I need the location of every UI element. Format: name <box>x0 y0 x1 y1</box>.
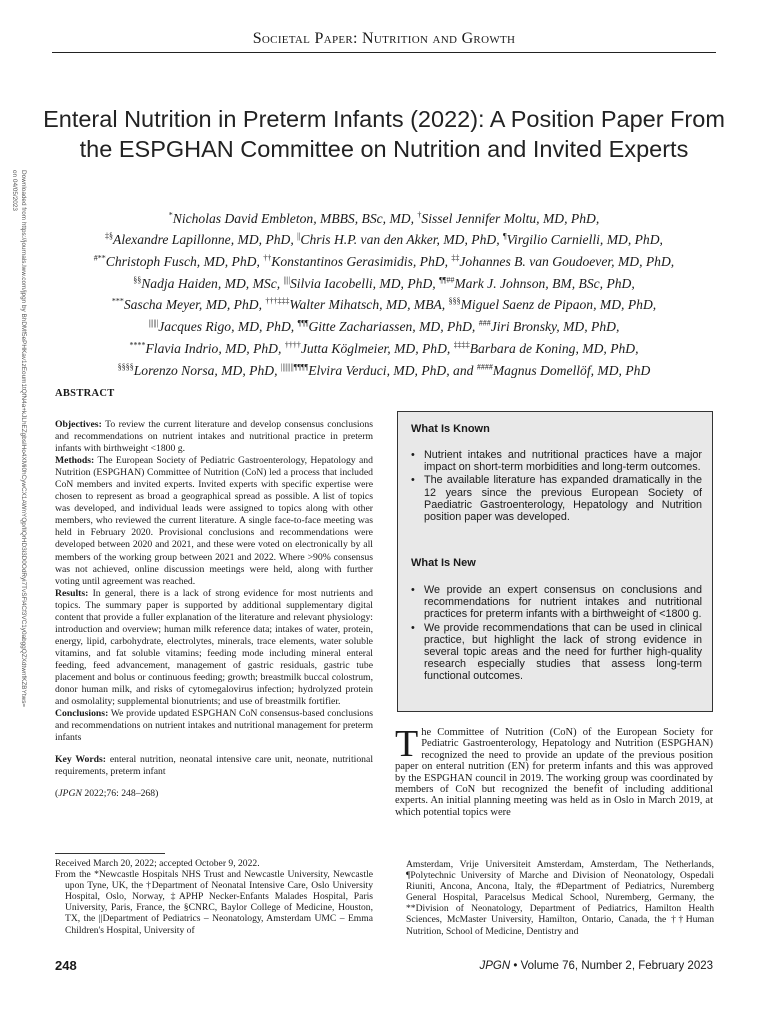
author: ***Sascha Meyer, MD, PhD, <box>111 296 266 313</box>
author: #**Christoph Fusch, MD, PhD, <box>93 253 264 269</box>
key-points-box <box>397 411 713 712</box>
what-is-new-list <box>410 584 702 684</box>
author: ††Konstantinos Gerasimidis, PhD, <box>263 253 452 269</box>
author: ¶¶¶Gitte Zachariassen, MD, PhD, <box>297 318 479 335</box>
author: *Nicholas David Embleton, MBBS, BSc, MD, <box>168 210 418 226</box>
author: §§Nadja Haiden, MD, MSc, <box>133 275 284 291</box>
footnotes-right: Amsterdam, Vrije Universiteit Amsterdam, Amsterdam, The Netherlands, ¶Polytechnic University of Marche and Division of Neonatology, Ospedali Riuniti, Ancona, Ancona, Italy, the #Department of Pediatrics, Nuremberg General Hospital, Paracelsus Medical School, Nuremberg, Germany, the **Division of Neonatology, Department of Pediatrics, Hamilton Health Sciences, McMaster University, Hamilton, Ontario, Canada, the ††Human Nutrition, School of Medicine, Dentistry and <box>406 859 714 937</box>
intro-paragraph: he Committee of Nutrition (CoN) of the European Society for Pediatric Gastroenterology, Hepatology and Nutrition (ESPGHAN) recognized the need to provide an update of the previous position paper on enteral nutrition (EN) for preterm infants and this was approved by the ESPGHAN council in 2019. The working group was coordinated by members of CoN but recognized the benefit of including additional experts. An initial planning meeting was held as in Oslo in March 2019, at which potential topics were <box>395 727 713 818</box>
section-label: Societal Paper: Nutrition and Growth <box>252 30 516 47</box>
abstract-body <box>55 419 373 800</box>
citation: (JPGN 2022;76: 248–268) <box>55 788 159 800</box>
author: ‡‡Johannes B. van Goudoever, MD, PhD, <box>451 253 675 269</box>
what-is-known-heading: What Is Known <box>411 423 490 435</box>
abstract-heading: ABSTRACT <box>55 388 115 399</box>
author: §§§§Lorenzo Norsa, MD, PhD, <box>117 362 281 378</box>
header-rule <box>52 52 716 53</box>
abstract-conclusions: Conclusions: We provide updated ESPGHAN CoN consensus-based conclusions and recommendations on nutrient intakes and nutritional management for preterm infants <box>55 708 373 744</box>
list-item: • We provide recommendations that can be used in clinical practice, but highlight the lack of strong evidence in several topic areas and the need for further high-quality research especially studies that assess long-term functional outcomes. <box>410 622 702 683</box>
author: ‡§Alexandre Lapillonne, MD, PhD, <box>105 231 298 248</box>
author: ****Flavia Indrio, MD, PhD, <box>129 340 285 356</box>
author: ||||||||¶¶¶¶Elvira Verduci, MD, PhD, and <box>280 362 477 378</box>
abstract-results: Results: In general, there is a lack of strong evidence for most nutrients and topics. The summary paper is supported by additional supplementary digital content that provide a fuller explanation of the literature and relevant physiology: introduction and overview; human milk reference data; intakes of water, protein, energy, lipid, carbohydrate, electrolytes, minerals, trace elements, water soluble vitamins, and fat soluble vitamins; feeding mode including mineral enteral feeding, feed advancement, management of gastric residuals, gastric tube placement and bolus or continuous feeding; growth; breastmilk buccal colostrum, donor human milk, and risks of cytomegalovirus infection; hydrolyzed protein and osmolality; supplemental bionutrients; and use of breastmilk fortifier. <box>55 587 373 708</box>
page-number: 248 <box>55 958 77 973</box>
footnotes-left <box>55 858 373 936</box>
received-dates: Received March 20, 2022; accepted October 9, 2022. <box>55 858 260 869</box>
author: ‡‡‡‡Barbara de Koning, MD, PhD, <box>453 340 639 356</box>
author: †††‡‡‡Walter Mihatsch, MD, MBA, <box>265 296 449 313</box>
list-item: • The available literature has expanded dramatically in the 12 years since the previous European Society of Paediatric Gastroenterology, Hepatology and Nutrition position paper was developed. <box>410 474 702 523</box>
author: ||||||Jacques Rigo, MD, PhD, <box>148 318 298 335</box>
author: §§§Miguel Saenz de Pipaon, MD, PhD, <box>448 296 657 313</box>
abstract-methods: Methods: The European Society of Pediatric Gastroenterology, Hepatology and Nutrition (ESPGHAN) Committee of Nutrition (CoN) led a process that included CoN members and invited experts. Invited experts with specific expertise were chosen to represent as broad a geographical spread as possible. A list of topics was developed, and individual leads were assigned to topics along with other members, who reviewed the current literature. A single face-to-face meeting was held in February 2020. Provisional conclusions and recommendations were developed between 2020 and 2021, and these were voted on electronically by all members of the working group between 2021 and 2022. Where >90% consensus was not achieved, online discussion meetings were held, along with further voting until agreement was reached. <box>55 455 373 587</box>
abstract-objectives: Objectives: To review the current literature and develop consensus conclusions and recommendations on nutrient intakes and nutritional practice in preterm infants with birthweight <1800 g. <box>55 419 373 455</box>
footnote-rule <box>55 853 165 854</box>
journal-footer: JPGN • Volume 76, Number 2, February 2023 <box>479 960 713 972</box>
key-words: Key Words: enteral nutrition, neonatal intensive care unit, neonate, nutritional requirements, preterm infant <box>55 754 374 778</box>
author: ||Chris H.P. van den Akker, MD, PhD, <box>297 231 503 248</box>
author: ††††Jutta Köglmeier, MD, PhD, <box>284 340 454 356</box>
what-is-known-list <box>410 449 702 524</box>
list-item: • We provide an expert consensus on conclusions and recommendations for nutrient intakes and nutritional practices for preterm infants with a birthweight of <1800 g. <box>410 584 702 621</box>
affiliations: From the *Newcastle Hospitals NHS Trust and Newcastle University, Newcastle upon Tyne, UK, the †Department of Neonatal Intensive Care, Oslo University Hospital, Oslo, Norway, ‡APHP Necker-Enfants Malades Hospital, Paris University, Paris, France, the §CNRC, Baylor College of Medicine, Houston, TX, the ||Department of Pediatrics – Neonatology, Amsterdam UMC – Emma Children's Hospital, University of <box>55 869 373 936</box>
article-title: Enteral Nutrition in Preterm Infants (2022): A Position Paper From the ESPGHAN Committee on Nutrition and Invited Experts <box>43 106 725 162</box>
author: ||||Silvia Iacobelli, MD, PhD, <box>283 275 440 291</box>
author: †Sissel Jennifer Moltu, MD, PhD, <box>417 210 600 226</box>
list-item: • Nutrient intakes and nutritional practices have a major impact on short-term morbidities and long-term outcomes. <box>410 449 702 473</box>
author: ¶¶##Mark J. Johnson, BM, BSc, PhD, <box>439 275 635 291</box>
author: ¶Virgilio Carnielli, MD, PhD, <box>503 231 663 248</box>
author: ####Magnus Domellöf, MD, PhD <box>476 362 651 378</box>
body-text <box>395 723 713 818</box>
author-list <box>52 206 716 380</box>
drop-cap: T <box>395 723 419 765</box>
download-note: Downloaded from https://journals.lww.com/jpgn by BhDMf5ePHKav1zEoum1tQfN4a+kJLhEZgbsIHo4XMi0hCywCX1AWnYQp/IlQrHD3i3D0OdRyi7TvSFl4Cf3VC1y0abggQZXdtwnfKZBYtws= on 04/05/2023 <box>11 170 27 708</box>
what-is-new-heading: What Is New <box>411 557 476 569</box>
author: ###Jiri Bronsky, MD, PhD, <box>478 318 620 335</box>
